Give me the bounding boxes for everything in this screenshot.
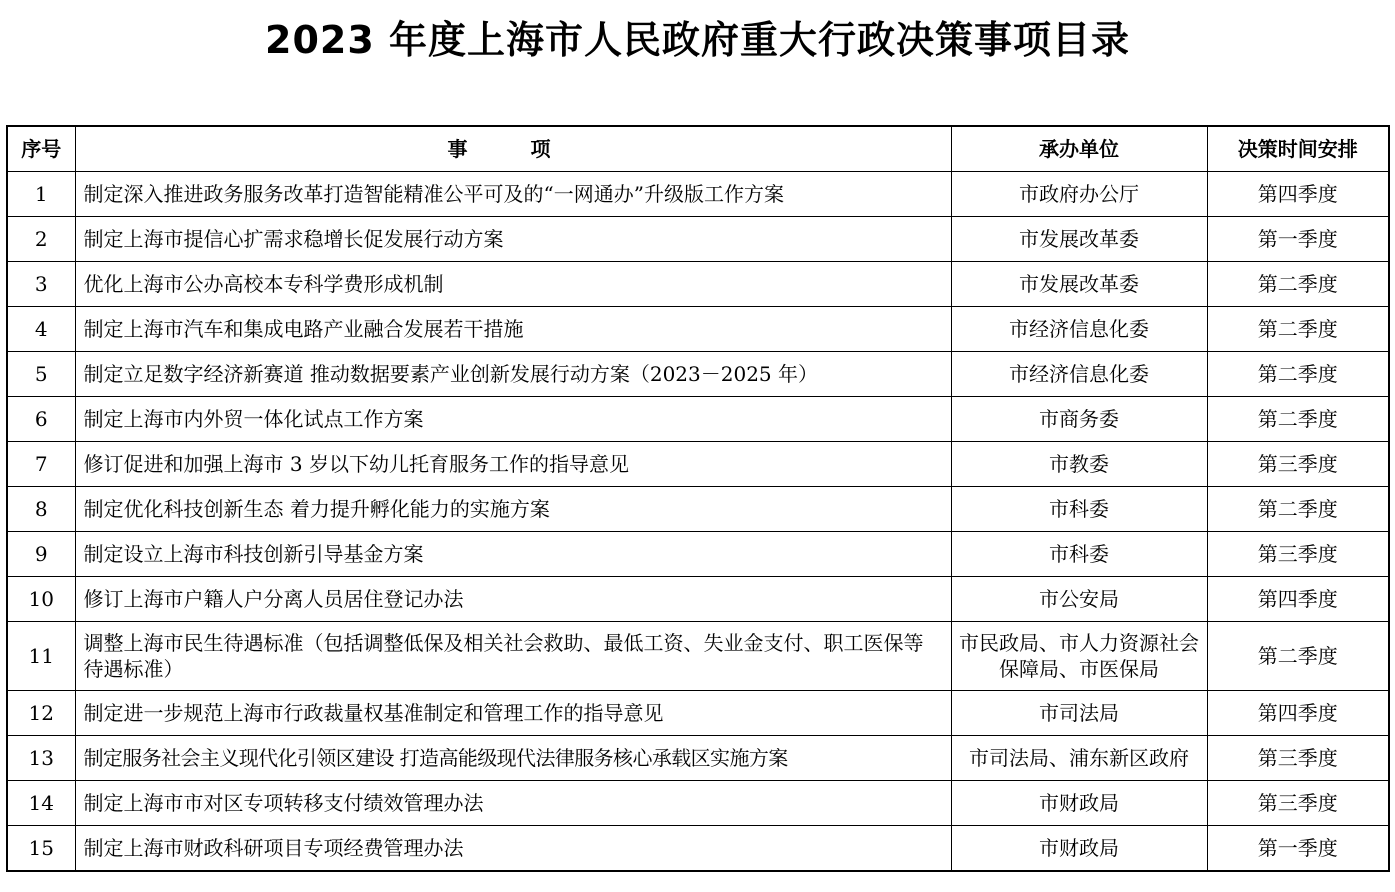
row-time: 第一季度 [1207,217,1389,262]
row-item: 制定上海市内外贸一体化试点工作方案 [75,397,951,442]
row-time: 第三季度 [1207,781,1389,826]
row-time: 第四季度 [1207,691,1389,736]
row-time: 第二季度 [1207,307,1389,352]
table-row [7,691,1389,736]
table-row [7,217,1389,262]
table-row [7,736,1389,781]
row-time: 第二季度 [1207,352,1389,397]
row-unit: 市商务委 [951,397,1207,442]
row-unit: 市发展改革委 [951,262,1207,307]
row-time: 第二季度 [1207,622,1389,691]
table-header-row [7,126,1389,172]
row-time: 第二季度 [1207,397,1389,442]
header-unit: 承办单位 [951,126,1207,172]
row-time: 第一季度 [1207,826,1389,872]
row-number: 4 [7,307,75,352]
row-number: 11 [7,622,75,691]
row-number: 15 [7,826,75,872]
header-number: 序号 [7,126,75,172]
row-item: 修订上海市户籍人户分离人员居住登记办法 [75,577,951,622]
row-time: 第三季度 [1207,532,1389,577]
table-row [7,442,1389,487]
row-time: 第三季度 [1207,736,1389,781]
row-number: 6 [7,397,75,442]
row-unit: 市财政局 [951,826,1207,872]
row-item: 制定优化科技创新生态 着力提升孵化能力的实施方案 [75,487,951,532]
row-item: 制定深入推进政务服务改革打造智能精准公平可及的“一网通办”升级版工作方案 [75,172,951,217]
row-number: 5 [7,352,75,397]
row-item: 调整上海市民生待遇标准（包括调整低保及相关社会救助、最低工资、失业金支付、职工医保等待遇标准） [75,622,951,691]
table-row [7,352,1389,397]
row-number: 10 [7,577,75,622]
row-number: 14 [7,781,75,826]
row-item: 制定设立上海市科技创新引导基金方案 [75,532,951,577]
row-unit: 市发展改革委 [951,217,1207,262]
row-number: 3 [7,262,75,307]
row-number: 8 [7,487,75,532]
row-time: 第四季度 [1207,172,1389,217]
table-row [7,532,1389,577]
row-item: 制定服务社会主义现代化引领区建设 打造高能级现代法律服务核心承载区实施方案 [75,736,951,781]
table-row [7,172,1389,217]
table-row [7,397,1389,442]
row-unit: 市公安局 [951,577,1207,622]
table-row [7,487,1389,532]
row-item: 优化上海市公办高校本专科学费形成机制 [75,262,951,307]
header-item: 事 项 [75,126,951,172]
row-number: 1 [7,172,75,217]
row-item: 制定立足数字经济新赛道 推动数据要素产业创新发展行动方案（2023－2025 年） [75,352,951,397]
row-unit: 市经济信息化委 [951,307,1207,352]
page-title: 2023 年度上海市人民政府重大行政决策事项目录 [265,18,1130,62]
row-time: 第四季度 [1207,577,1389,622]
row-number: 9 [7,532,75,577]
row-unit: 市教委 [951,442,1207,487]
table-row [7,262,1389,307]
header-time: 决策时间安排 [1207,126,1389,172]
row-time: 第三季度 [1207,442,1389,487]
row-item: 制定上海市市对区专项转移支付绩效管理办法 [75,781,951,826]
table-row [7,781,1389,826]
row-unit: 市科委 [951,532,1207,577]
decision-catalog-table [6,125,1390,872]
row-item: 制定上海市提信心扩需求稳增长促发展行动方案 [75,217,951,262]
row-number: 2 [7,217,75,262]
row-item: 制定上海市汽车和集成电路产业融合发展若干措施 [75,307,951,352]
row-unit: 市科委 [951,487,1207,532]
row-unit: 市司法局 [951,691,1207,736]
row-unit: 市经济信息化委 [951,352,1207,397]
table-row [7,622,1389,691]
row-time: 第二季度 [1207,487,1389,532]
row-item: 制定上海市财政科研项目专项经费管理办法 [75,826,951,872]
row-time: 第二季度 [1207,262,1389,307]
table-row [7,577,1389,622]
table-row [7,307,1389,352]
row-item: 制定进一步规范上海市行政裁量权基准制定和管理工作的指导意见 [75,691,951,736]
row-item: 修订促进和加强上海市 3 岁以下幼儿托育服务工作的指导意见 [75,442,951,487]
row-unit: 市政府办公厅 [951,172,1207,217]
row-number: 12 [7,691,75,736]
row-unit: 市民政局、市人力资源社会保障局、市医保局 [951,622,1207,691]
row-number: 7 [7,442,75,487]
row-number: 13 [7,736,75,781]
row-unit: 市财政局 [951,781,1207,826]
table-row [7,826,1389,872]
row-unit: 市司法局、浦东新区政府 [951,736,1207,781]
